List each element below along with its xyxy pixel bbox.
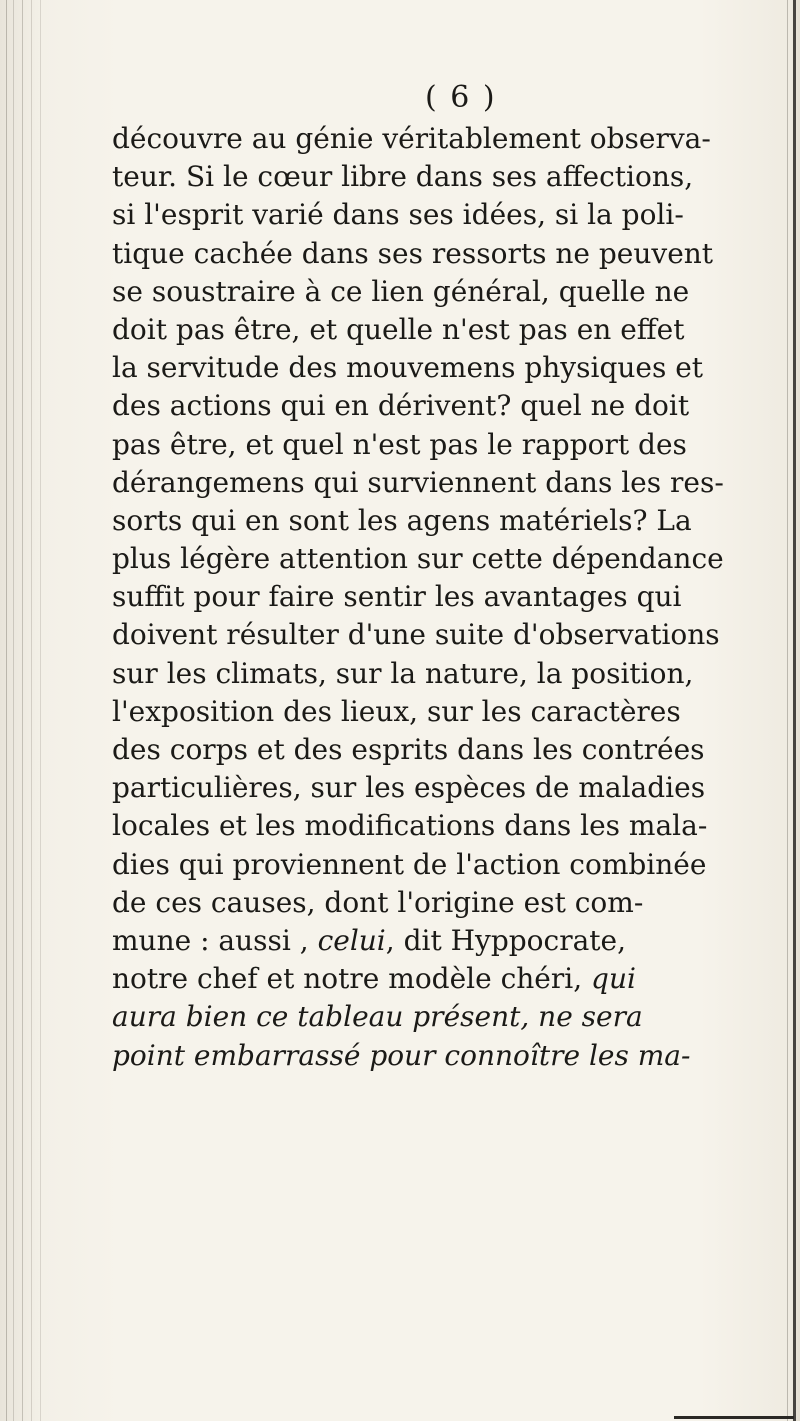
text-line: doivent résulter d'une suite d'observations xyxy=(112,618,720,652)
text-line-italic: aura bien ce tableau présent, ne sera xyxy=(112,1000,643,1034)
text-line: sur les climats, sur la nature, la position, xyxy=(112,656,694,690)
italic-word: celui xyxy=(317,923,386,957)
text-segment: mune : aussi , xyxy=(112,923,309,957)
text-segment: , dit Hyppocrate, xyxy=(385,923,627,957)
italic-word: qui xyxy=(591,962,636,996)
text-line: se soustraire à ce lien général, quelle ne xyxy=(112,274,690,308)
text-line: des actions qui en dérivent? quel ne doit xyxy=(112,389,690,423)
page-number: ( 6 ) xyxy=(425,80,497,115)
text-line: sorts qui en sont les agens matériels? La xyxy=(112,503,692,537)
text-line: la servitude des mouvemens physiques et xyxy=(112,351,704,385)
text-segment: notre chef et notre modèle chéri, xyxy=(112,962,583,996)
text-line: particulières, sur les espèces de maladies xyxy=(112,771,706,805)
text-line: dérangemens qui surviennent dans les res- xyxy=(112,465,724,499)
text-line: locales et les modifications dans les mala- xyxy=(112,809,708,843)
text-line xyxy=(112,922,800,960)
page-bottom-edge xyxy=(674,1416,794,1419)
text-line: des corps et des esprits dans les contrées xyxy=(112,733,705,766)
text-line: l'exposition des lieux, sur les caractères xyxy=(112,694,681,728)
text-line: teur. Si le cœur libre dans ses affections, xyxy=(112,160,694,194)
text-line: tique cachée dans ses ressorts ne peuvent xyxy=(112,236,714,270)
text-line: pas être, et quel n'est pas le rapport des xyxy=(112,427,687,461)
text-line-italic: point embarrassé pour connoître les ma- xyxy=(112,1038,691,1072)
text-line: suffit pour faire sentir les avantages qui xyxy=(112,580,682,614)
text-line xyxy=(112,960,800,998)
text-line: de ces causes, dont l'origine est com- xyxy=(112,885,644,919)
text-line: dies qui proviennent de l'action combinée xyxy=(112,847,707,881)
text-line: doit pas être, et quelle n'est pas en effet xyxy=(112,312,685,346)
body-text xyxy=(112,120,800,1075)
binding-edge xyxy=(0,0,60,1421)
text-line: plus légère attention sur cette dépendance xyxy=(112,542,724,576)
text-line: si l'esprit varié dans ses idées, si la poli- xyxy=(112,198,684,232)
text-line: découvre au génie véritablement observa- xyxy=(112,122,711,155)
